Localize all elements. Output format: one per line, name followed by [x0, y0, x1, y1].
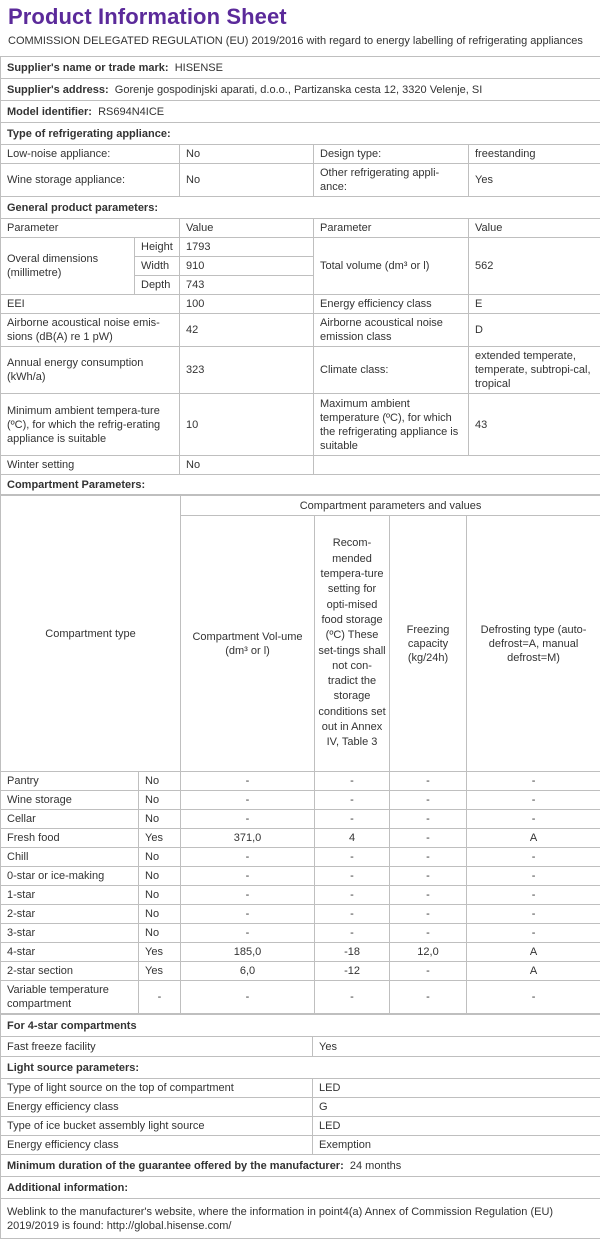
guarantee-row: Minimum duration of the guarantee offered by the manufacturer: 24 months	[1, 1155, 600, 1177]
compartment-name: Wine storage	[1, 791, 139, 810]
compartment-temp: -	[315, 981, 390, 1014]
col-value-2: Value	[469, 219, 600, 238]
light-row	[1, 1098, 600, 1117]
general-parameters-header: General product parameters:	[1, 197, 600, 219]
col-compartment-type: Compartment type	[1, 496, 181, 772]
compartment-row	[1, 791, 600, 810]
compartment-defrost: -	[467, 791, 600, 810]
light-value: G	[313, 1098, 600, 1117]
other-appliance-value: Yes	[469, 164, 600, 197]
compartment-parameters-header: Compartment Parameters:	[1, 475, 600, 495]
light-label: Energy efficiency class	[1, 1136, 313, 1155]
design-type-value: freestanding	[469, 145, 600, 164]
compartment-present: Yes	[139, 829, 181, 848]
compartment-defrost: A	[467, 962, 600, 981]
compartment-volume: -	[181, 867, 315, 886]
supplier-name-value: HISENSE	[174, 61, 223, 74]
compartment-volume: 185,0	[181, 943, 315, 962]
light-row	[1, 1117, 600, 1136]
main-table	[0, 56, 600, 495]
light-row	[1, 1136, 600, 1155]
light-label: Type of ice bucket assembly light source	[1, 1117, 313, 1136]
compartment-temp: -	[315, 905, 390, 924]
compartment-present: No	[139, 924, 181, 943]
compartment-present: Yes	[139, 962, 181, 981]
bottom-table	[0, 1014, 600, 1239]
compartment-volume: -	[181, 886, 315, 905]
compartment-volume: -	[181, 981, 315, 1014]
compartment-name: 1-star	[1, 886, 139, 905]
compartment-volume: -	[181, 905, 315, 924]
wine-storage-value: No	[180, 164, 314, 197]
compartment-defrost: -	[467, 810, 600, 829]
max-temp-value: 43	[469, 394, 600, 456]
compartment-present: No	[139, 867, 181, 886]
compartment-name: Pantry	[1, 772, 139, 791]
other-appliance-label: Other refrigerating appli-ance:	[314, 164, 469, 197]
compartment-volume: -	[181, 810, 315, 829]
compartment-temp: -	[315, 810, 390, 829]
compartment-defrost: -	[467, 905, 600, 924]
compartment-row	[1, 962, 600, 981]
compartment-present: No	[139, 772, 181, 791]
light-rows	[1, 1079, 600, 1155]
compartment-rows	[1, 772, 600, 1014]
compartment-name: 2-star	[1, 905, 139, 924]
compartment-defrost: -	[467, 886, 600, 905]
light-label: Type of light source on the top of compartment	[1, 1079, 313, 1098]
compartment-row	[1, 772, 600, 791]
compartment-row	[1, 867, 600, 886]
compartment-defrost: -	[467, 981, 600, 1014]
light-row	[1, 1079, 600, 1098]
width-value: 910	[180, 257, 314, 276]
compartment-row	[1, 829, 600, 848]
compartment-freezing: -	[390, 772, 467, 791]
energy-class-label: Energy efficiency class	[314, 295, 469, 314]
compartment-temp: -18	[315, 943, 390, 962]
compartment-row	[1, 886, 600, 905]
noise-value: 42	[180, 314, 314, 347]
compartment-table	[0, 495, 600, 1014]
compartment-temp: -	[315, 848, 390, 867]
light-value: Exemption	[313, 1136, 600, 1155]
noise-class-label: Airborne acoustical noise emission class	[314, 314, 469, 347]
compartment-temp: -	[315, 791, 390, 810]
light-value: LED	[313, 1079, 600, 1098]
compartment-freezing: 12,0	[390, 943, 467, 962]
compartment-row	[1, 924, 600, 943]
col-recommended-temp: Recom-mended tempera-ture setting for opti-mised food storage (ºC) These set-tings shall not con-tradict the storage conditions set out in Annex IV, Table 3	[315, 516, 390, 772]
compartment-volume: -	[181, 791, 315, 810]
compartment-freezing: -	[390, 981, 467, 1014]
compartment-freezing: -	[390, 848, 467, 867]
compartment-freezing: -	[390, 886, 467, 905]
compartment-volume: -	[181, 924, 315, 943]
design-type-label: Design type:	[314, 145, 469, 164]
compartment-name: 0-star or ice-making	[1, 867, 139, 886]
additional-info-header: Additional information:	[1, 1177, 600, 1199]
compartment-freezing: -	[390, 829, 467, 848]
light-value: LED	[313, 1117, 600, 1136]
regulation-text: COMMISSION DELEGATED REGULATION (EU) 2019/2016 with regard to energy labelling of refrigerating appliances	[8, 35, 583, 47]
compartment-volume: -	[181, 848, 315, 867]
compartment-defrost: -	[467, 924, 600, 943]
compartment-temp: 4	[315, 829, 390, 848]
compartment-group-header: Compartment parameters and values	[181, 496, 600, 516]
compartment-present: No	[139, 810, 181, 829]
energy-class-value: E	[469, 295, 600, 314]
fast-freeze-label: Fast freeze facility	[1, 1037, 313, 1057]
page-title: Product Information Sheet	[8, 4, 287, 29]
light-source-header: Light source parameters:	[1, 1057, 600, 1079]
col-parameter-2: Parameter	[314, 219, 469, 238]
min-temp-label: Minimum ambient tempera-ture (ºC), for which the refrig-erating appliance is suitable	[1, 394, 180, 456]
depth-label: Depth	[135, 276, 180, 295]
winter-setting-value: No	[180, 456, 314, 475]
compartment-row	[1, 810, 600, 829]
max-temp-label: Maximum ambient temperature (ºC), for which the refrigerating appliance is suitable	[314, 394, 469, 456]
height-label: Height	[135, 238, 180, 257]
noise-class-value: D	[469, 314, 600, 347]
compartment-freezing: -	[390, 905, 467, 924]
compartment-freezing: -	[390, 791, 467, 810]
compartment-volume: 6,0	[181, 962, 315, 981]
compartment-name: 4-star	[1, 943, 139, 962]
compartment-temp: -	[315, 924, 390, 943]
compartment-temp: -	[315, 867, 390, 886]
eei-value: 100	[180, 295, 314, 314]
compartment-present: No	[139, 848, 181, 867]
min-temp-value: 10	[180, 394, 314, 456]
climate-class-value: extended temperate, temperate, subtropi-cal, tropical	[469, 347, 600, 394]
compartment-defrost: -	[467, 867, 600, 886]
annual-consumption-value: 323	[180, 347, 314, 394]
compartment-present: No	[139, 886, 181, 905]
model-identifier-row: Model identifier: RS694N4ICE	[1, 101, 600, 123]
guarantee-value: 24 months	[349, 1159, 402, 1172]
low-noise-label: Low-noise appliance:	[1, 145, 180, 164]
compartment-temp: -	[315, 772, 390, 791]
compartment-name: Fresh food	[1, 829, 139, 848]
compartment-defrost: A	[467, 943, 600, 962]
col-volume: Compartment Vol-ume (dm³ or l)	[181, 516, 315, 772]
annual-consumption-label: Annual energy consumption (kWh/a)	[1, 347, 180, 394]
width-label: Width	[135, 257, 180, 276]
compartment-name: Cellar	[1, 810, 139, 829]
compartment-name: 2-star section	[1, 962, 139, 981]
light-label: Energy efficiency class	[1, 1098, 313, 1117]
eei-label: EEI	[1, 295, 180, 314]
compartment-defrost: A	[467, 829, 600, 848]
wine-storage-label: Wine storage appliance:	[1, 164, 180, 197]
compartment-freezing: -	[390, 810, 467, 829]
col-freezing-capacity: Freezing capacity (kg/24h)	[390, 516, 467, 772]
depth-value: 743	[180, 276, 314, 295]
compartment-row	[1, 943, 600, 962]
low-noise-value: No	[180, 145, 314, 164]
compartment-row	[1, 848, 600, 867]
total-volume-label: Total volume (dm³ or l)	[314, 238, 469, 295]
compartment-present: Yes	[139, 943, 181, 962]
winter-setting-label: Winter setting	[1, 456, 180, 475]
col-defrosting-type: Defrosting type (auto-defrost=A, manual defrost=M)	[467, 516, 600, 772]
compartment-freezing: -	[390, 867, 467, 886]
dimensions-label: Overal dimensions (millimetre)	[1, 238, 135, 295]
compartment-defrost: -	[467, 772, 600, 791]
model-identifier-value: RS694N4ICE	[98, 105, 165, 118]
compartment-row	[1, 981, 600, 1014]
fast-freeze-value: Yes	[313, 1037, 600, 1057]
height-value: 1793	[180, 238, 314, 257]
climate-class-label: Climate class:	[314, 347, 469, 394]
noise-label: Airborne acoustical noise emis-sions (dB(A) re 1 pW)	[1, 314, 180, 347]
four-star-header: For 4-star compartments	[1, 1015, 600, 1037]
compartment-temp: -	[315, 886, 390, 905]
compartment-name: Chill	[1, 848, 139, 867]
compartment-name: 3-star	[1, 924, 139, 943]
additional-info-text: Weblink to the manufacturer's website, where the information in point4(a) Annex of Commission Regulation (EU) 2019/2019 is found: http://global.hisense.com/	[1, 1199, 600, 1239]
compartment-volume: -	[181, 772, 315, 791]
col-value-1: Value	[180, 219, 314, 238]
compartment-freezing: -	[390, 924, 467, 943]
supplier-name-row: Supplier's name or trade mark: HISENSE	[1, 57, 600, 79]
supplier-address-value: Gorenje gospodinjski aparati, d.o.o., Partizanska cesta 12, 3320 Velenje, SI	[114, 83, 483, 96]
compartment-volume: 371,0	[181, 829, 315, 848]
compartment-present: -	[139, 981, 181, 1014]
supplier-address-row: Supplier's address: Gorenje gospodinjski aparati, d.o.o., Partizanska cesta 12, 3320 Velenje, SI	[1, 79, 600, 101]
empty-cell	[314, 456, 600, 475]
compartment-row	[1, 905, 600, 924]
total-volume-value: 562	[469, 238, 600, 295]
compartment-freezing: -	[390, 962, 467, 981]
compartment-present: No	[139, 905, 181, 924]
compartment-temp: -12	[315, 962, 390, 981]
compartment-name: Variable temperature compartment	[1, 981, 139, 1014]
appliance-type-header: Type of refrigerating appliance:	[1, 123, 600, 145]
col-parameter-1: Parameter	[1, 219, 180, 238]
compartment-present: No	[139, 791, 181, 810]
compartment-defrost: -	[467, 848, 600, 867]
